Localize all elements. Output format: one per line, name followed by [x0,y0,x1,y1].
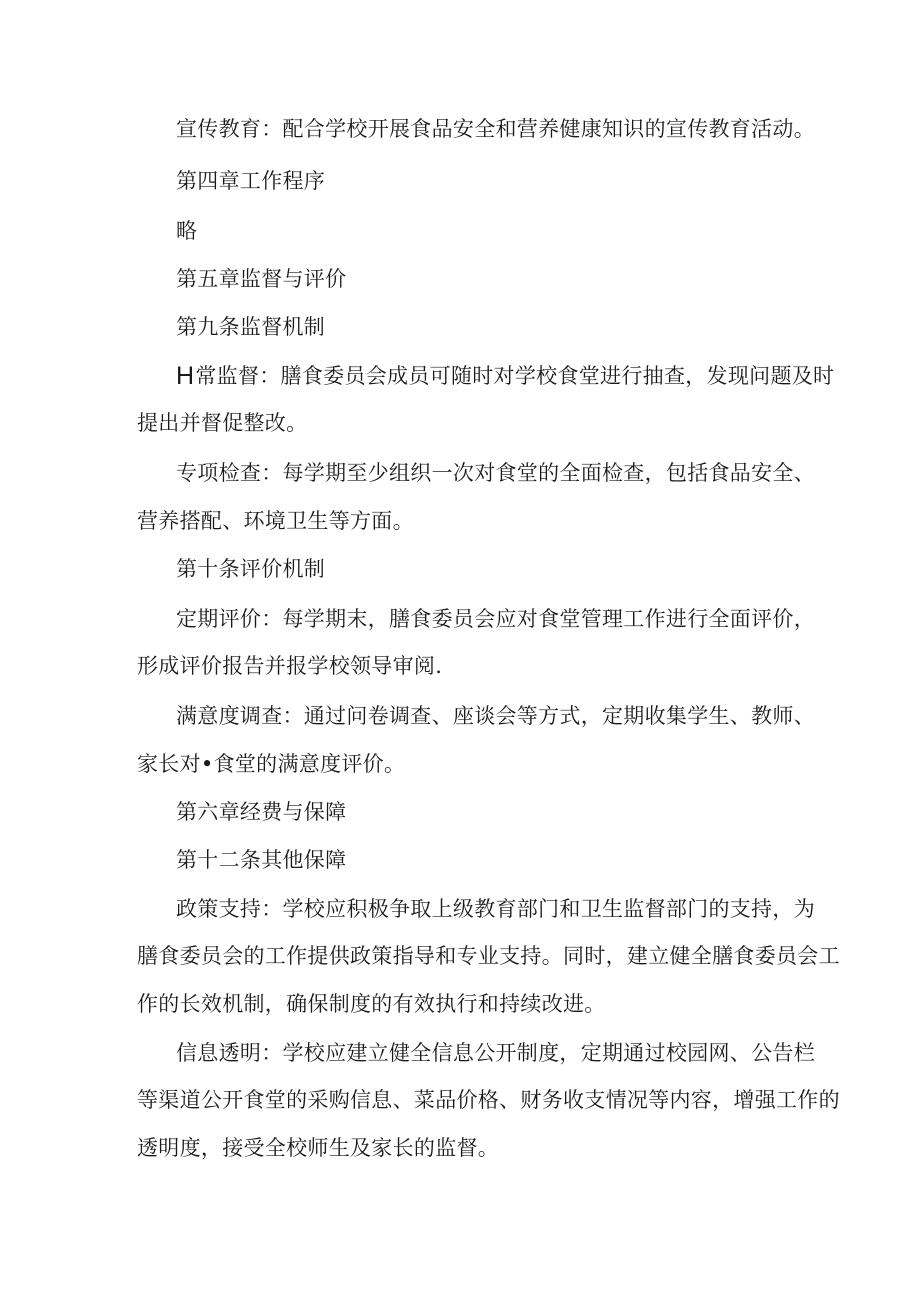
paragraph-policy-support-line-2: 膳食委员会的工作提供政策指导和专业支持。同时，建立健全膳食委员会工 [137,944,840,968]
paragraph-special-inspection-line-2: 营养搭配、环境卫生等方面。 [137,509,414,533]
daily-supervision-initial: H [176,362,195,390]
paragraph-daily-supervision-line-1 [176,364,834,389]
paragraph-special-inspection-line-1: 专项检查：每学期至少组织一次对食堂的全面检查，包括食品安全、 [176,461,815,485]
article-12-heading: 第十二条其他保障 [176,848,347,872]
chapter-6-heading: 第六章经费与保障 [176,800,347,824]
paragraph-daily-supervision-line-2: 提出并督促整改。 [137,411,308,435]
chapter-4-heading: 第四章工作程序 [176,169,326,193]
paragraph-satisfaction-survey-line-1: 满意度调查：通过问卷调查、座谈会等方式，定期收集学生、教师、 [176,704,815,728]
paragraph-periodic-evaluation-line-1: 定期评价：每学期末，膳食委员会应对食堂管理工作进行全面评价， [176,607,815,631]
article-10-heading: 第十条评价机制 [176,557,326,581]
chapter-5-heading: 第五章监督与评价 [176,267,347,291]
paragraph-information-transparency-line-1: 信息透明：学校应建立健全信息公开制度，定期通过校园网、公告栏 [176,1041,815,1065]
paragraph-policy-support-line-1: 政策支持：学校应积极争取上级教育部门和卫生监督部门的支持，为 [176,897,815,921]
article-9-heading: 第九条监督机制 [176,315,326,339]
paragraph-information-transparency-line-2: 等渠道公开食堂的采购信息、菜品价格、财务收支情况等内容，增强工作的 [137,1088,840,1112]
paragraph-policy-support-line-3: 作的长效机制，确保制度的有效执行和持续改进。 [137,992,606,1016]
paragraph-satisfaction-survey-line-2: 家长对•食堂的满意度评价。 [137,752,406,776]
daily-supervision-text: 常监督：膳食委员会成员可随时对学校食堂进行抽查，发现问题及时 [195,364,835,388]
paragraph-information-transparency-line-3: 透明度，接受全校师生及家长的监督。 [137,1136,500,1160]
paragraph-publicity-education: 宣传教育：配合学校开展食品安全和营养健康知识的宣传教育活动。 [176,117,815,141]
omitted-text: 略 [176,219,198,243]
paragraph-periodic-evaluation-line-2: 形成评价报告并报学校领导审阅. [137,654,443,678]
